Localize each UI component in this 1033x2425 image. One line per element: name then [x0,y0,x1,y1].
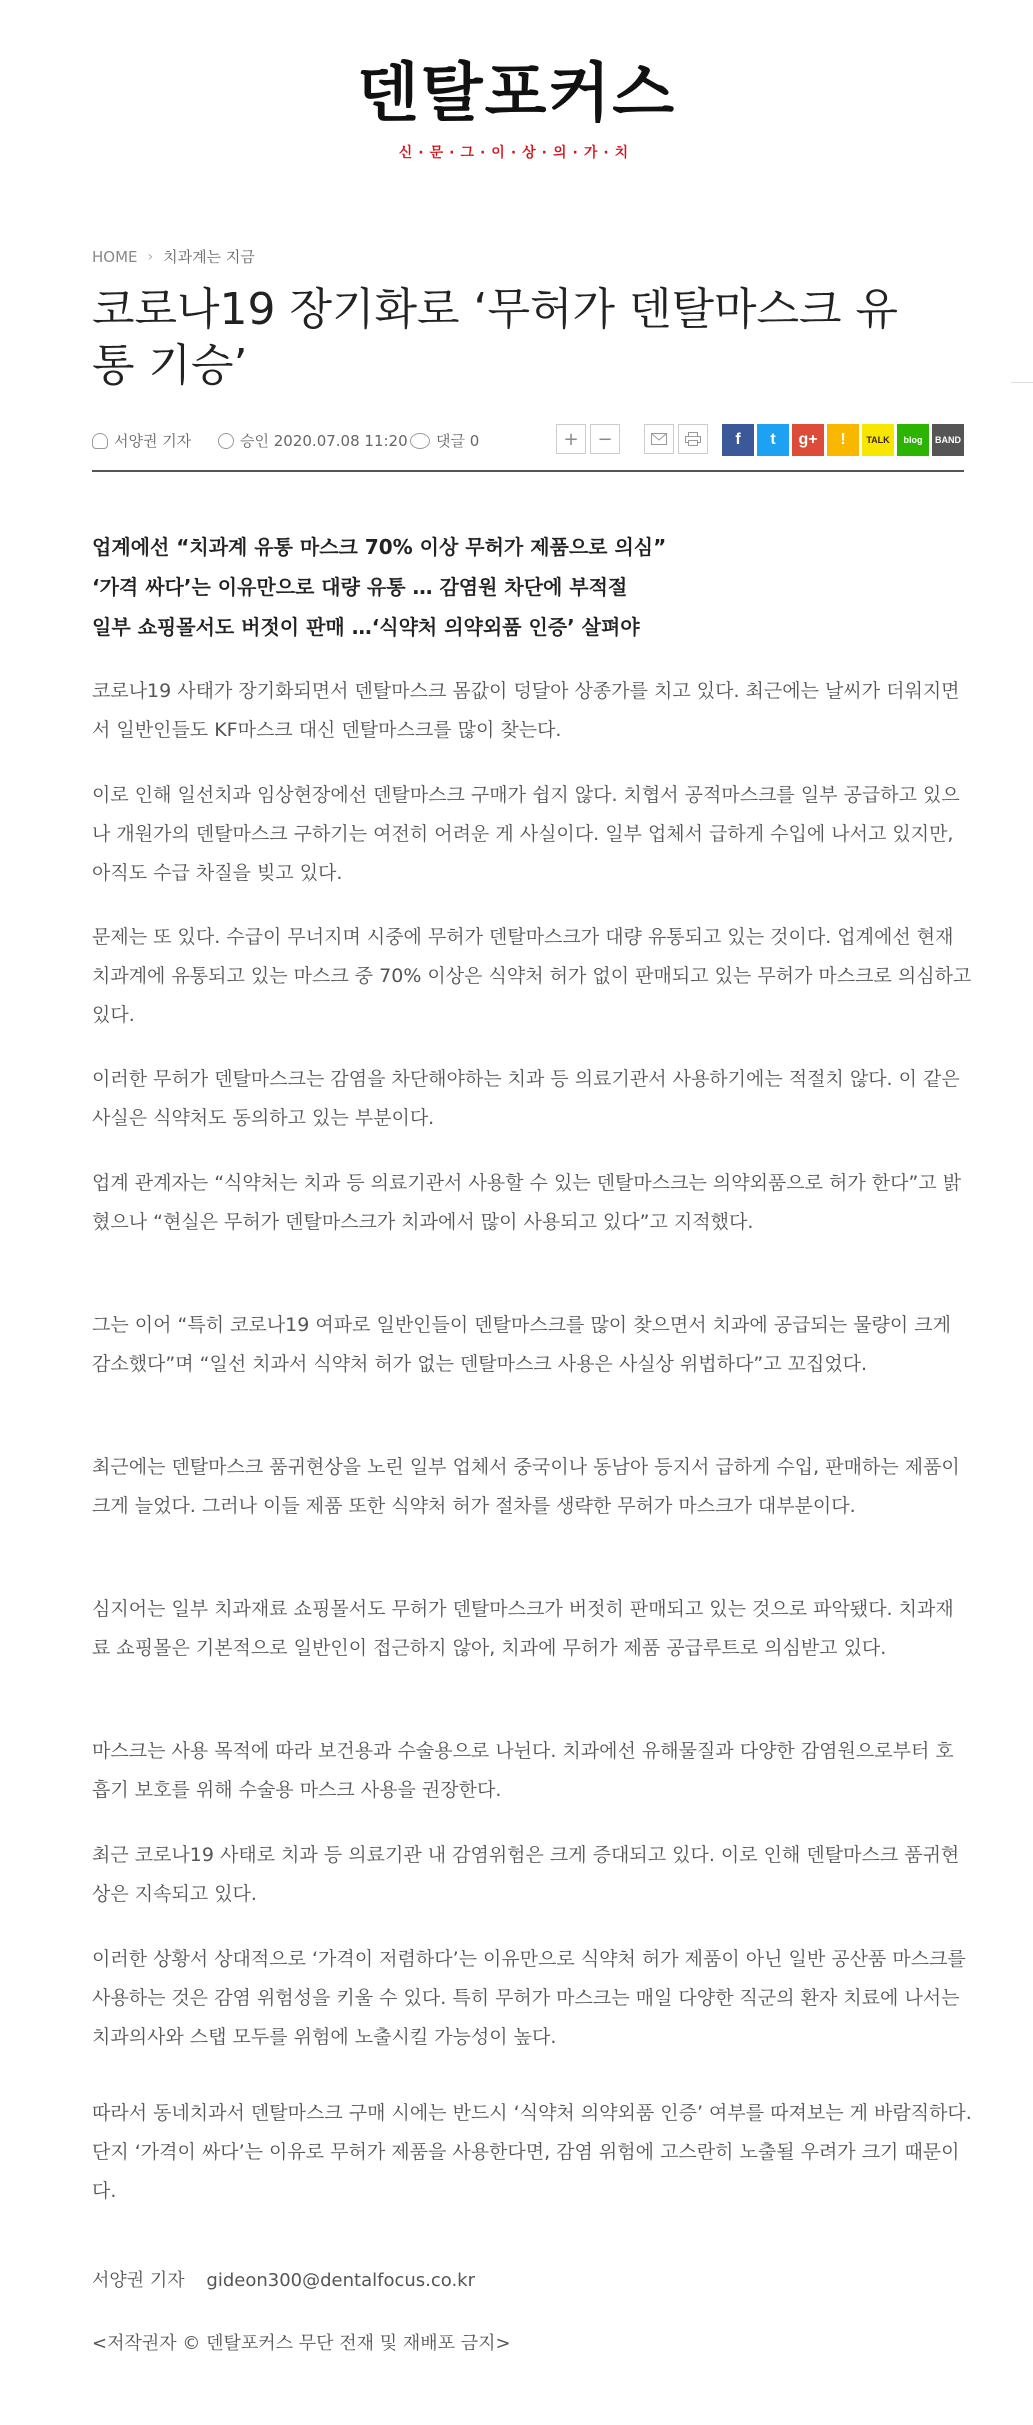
kakaostory-icon[interactable]: ! [827,424,859,456]
article-paragraph: 이러한 상황서 상대적으로 ‘가격이 저렴하다’는 이유만으로 식약처 허가 제품이 아닌 일반 공산품 마스크를 사용하는 것은 감염 위험성을 키울 수 있다. 특히 무허가 마스크는 매일 다양한 직군의 환자 치료에 나서는 치과의사와 스탭 모두를 위험에 노출시킬 가능성이 높다. [92,1948,966,2048]
article-meta [92,424,962,458]
publish-info [218,430,408,451]
summary-line: ‘가격 싸다’는 이유만으로 대량 유통 … 감염원 차단에 부적절 [92,575,628,599]
breadcrumb-section[interactable]: 치과계는 지금 [163,248,255,266]
site-slogan: 신·문·그·이·상·의·가·치 [398,145,635,161]
twitter-icon[interactable]: t [757,424,789,456]
reporter-info [92,430,191,451]
publish-date: 승인 2020.07.08 11:20 [240,432,408,450]
article-paragraph: 그는 이어 “특히 코로나19 여파로 일반인들이 덴탈마스크를 많이 찾으면서 치과에 공급되는 물량이 크게 감소했다”며 “일선 치과서 식약처 허가 없는 덴탈마스크 사용은 사실상 위법하다”고 꼬집었다. [92,1314,952,1375]
print-icon [685,432,701,446]
zoom-in-button[interactable]: + [556,424,586,454]
breadcrumb [92,246,255,267]
article-paragraph: 이로 인해 일선치과 임상현장에선 덴탈마스크 구매가 쉽지 않다. 치협서 공적마스크를 일부 공급하고 있으나 개원가의 덴탈마스크 구하기는 여전히 어려운 게 사실이다. 일부 업체서 급하게 수입에 나서고 있지만, 아직도 수급 차질을 빚고 있다. [92,784,960,884]
user-icon [92,433,108,449]
article-paragraph: 코로나19 사태가 장기화되면서 덴탈마스크 몸값이 덩달아 상종가를 치고 있다. 최근에는 날씨가 더워지면서 일반인들도 KF마스크 대신 덴탈마스크를 많이 찾는다. [92,680,960,741]
meta-divider [92,470,964,472]
page-edge-divider [1011,382,1033,383]
reporter-name: 서양권 기자 [114,432,192,450]
article-summary [92,534,972,654]
googleplus-icon[interactable]: g+ [792,424,824,456]
article-tools [556,424,712,454]
facebook-icon[interactable]: f [722,424,754,456]
chevron-right-icon: › [147,248,154,265]
article-paragraph: 심지어는 일부 치과재료 쇼핑몰서도 무허가 덴탈마스크가 버젓히 판매되고 있는 것으로 파악됐다. 치과재료 쇼핑몰은 기본적으로 일반인이 접근하지 않아, 치과에 무허가 제품 공급루트로 의심받고 있다. [92,1598,954,1659]
summary-line: 업계에선 “치과계 유통 마스크 70% 이상 무허가 제품으로 의심” [92,535,667,559]
breadcrumb-home[interactable]: HOME [92,247,138,266]
article-paragraph: 마스크는 사용 목적에 따라 보건용과 수술용으로 나뉜다. 치과에선 유해물질과 다양한 감염원으로부터 호흡기 보호를 위해 수술용 마스크 사용을 권장한다. [92,1740,954,1801]
article-paragraph: 업계 관계자는 “식약처는 치과 등 의료기관서 사용할 수 있는 덴탈마스크는 의약외품으로 허가 한다”고 밝혔으나 “현실은 무허가 덴탈마스크가 치과에서 많이 사용되고 있다”고 지적했다. [92,1172,962,1233]
social-share [722,424,967,456]
clock-icon [218,433,234,449]
print-button[interactable] [678,424,708,454]
article-byline [92,2266,475,2292]
band-icon[interactable]: BAND [932,424,964,456]
kakaotalk-icon[interactable]: TALK [862,424,894,456]
comment-count[interactable]: 댓글 0 [436,432,480,450]
article-paragraph: 따라서 동네치과서 덴탈마스크 구매 시에는 반드시 ‘식약처 의약외품 인증’ 여부를 따져보는 게 바람직하다. 단지 ‘가격이 싸다’는 이유로 무허가 제품을 사용한다면, 감염 위험에 고스란히 노출될 우려가 크기 때문이다. [92,2102,972,2202]
site-logo[interactable]: 덴탈포커스 [356,57,677,131]
mail-icon [651,433,667,445]
byline-name: 서양권 기자 [92,2270,185,2291]
comment-icon [410,433,430,449]
article-paragraph: 최근 코로나19 사태로 치과 등 의료기관 내 감염위험은 크게 증대되고 있다. 이로 인해 덴탈마스크 품귀현상은 지속되고 있다. [92,1844,960,1905]
summary-line: 일부 쇼핑몰서도 버젓이 판매 …‘식약처 의약외품 인증’ 살펴야 [92,615,640,639]
article-title: 코로나19 장기화로 ‘무허가 덴탈마스크 유통 기승’ [92,284,898,391]
article-paragraph: 문제는 또 있다. 수급이 무너지며 시중에 무허가 덴탈마스크가 대량 유통되고 있는 것이다. 업계에선 현재 치과계에 유통되고 있는 마스크 중 70% 이상은 식약처 허가 없이 판매되고 있는 무허가 마스크로 의심하고 있다. [92,926,972,1026]
comment-info[interactable] [410,430,479,451]
article-paragraph: 최근에는 덴탈마스크 품귀현상을 노린 일부 업체서 중국이나 동남아 등지서 급하게 수입, 판매하는 제품이 크게 늘었다. 그러나 이들 제품 또한 식약처 허가 절차를 생략한 무허가 마스크가 대부분이다. [92,1456,960,1517]
blog-icon[interactable]: blog [897,424,929,456]
byline-email[interactable]: gideon300@dentalfocus.co.kr [206,2270,475,2291]
article-paragraph: 이러한 무허가 덴탈마스크는 감염을 차단해야하는 치과 등 의료기관서 사용하기에는 적절치 않다. 이 같은 사실은 식약처도 동의하고 있는 부분이다. [92,1068,960,1129]
copyright-notice: <저작권자 © 덴탈포커스 무단 전재 및 재배포 금지> [92,2333,511,2354]
email-button[interactable] [644,424,674,454]
site-header [0,57,1033,162]
zoom-out-button[interactable]: − [590,424,620,454]
